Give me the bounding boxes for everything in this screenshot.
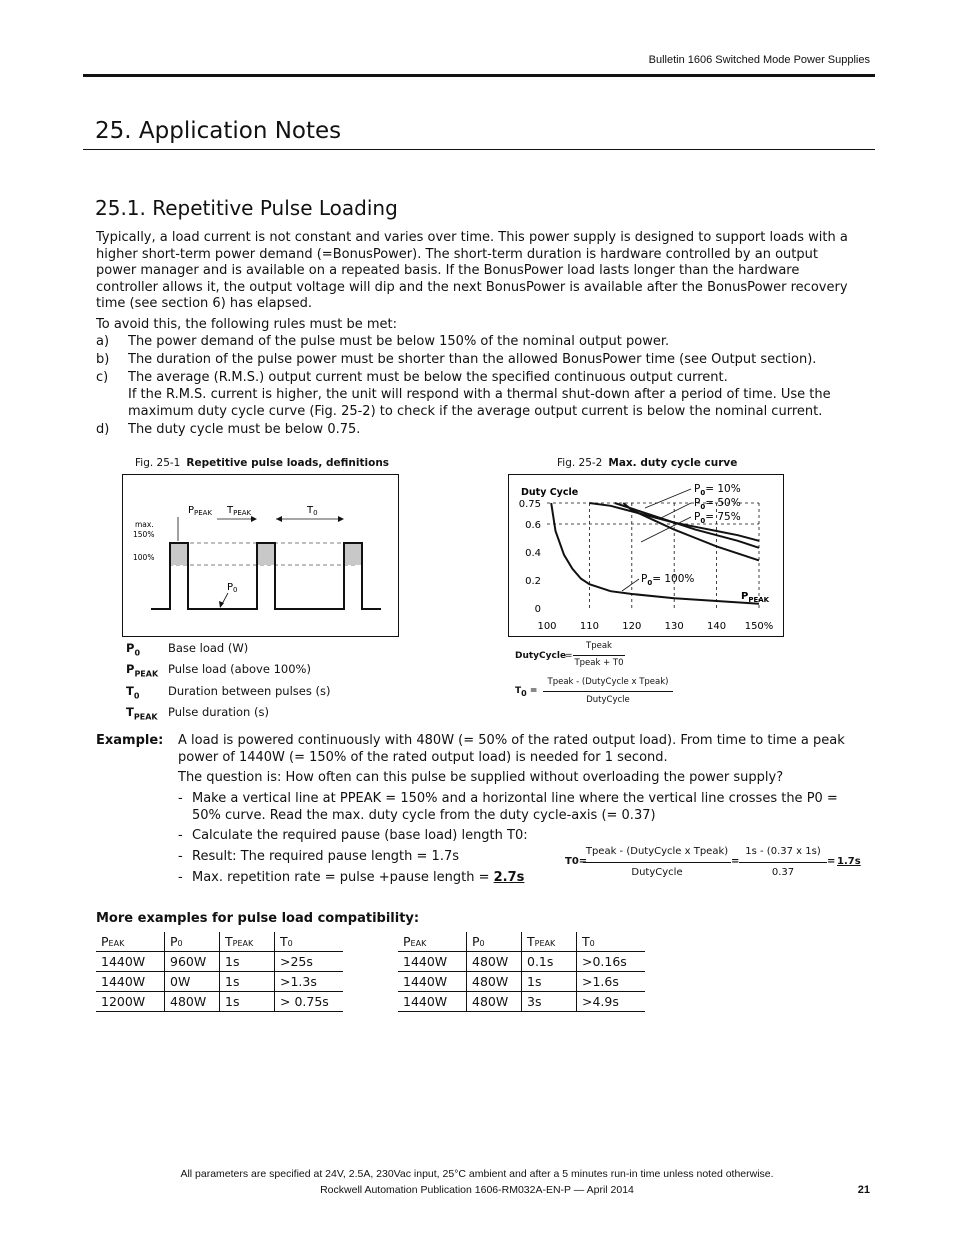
rule-c: c) The average (R.M.S.) output current must be below the specified continuous output current. If the R.M.S. current is higher, the unit will respond with a thermal shut-down after a period of time. Use the maximum duty cycle curve (Fig. 25-2) to check if the average output current is below the nominal current. (96, 370, 831, 419)
fig1-caption: Fig. 25-1 Repetitive pulse loads, definitions (135, 457, 390, 469)
table-header-row: PEAK P0 TPEAK T0 (398, 932, 645, 952)
legend-row: $P_0$ Base load (W) (126, 641, 249, 658)
t0-formula-num: Tpeak - (DutyCycle x Tpeak) (547, 677, 669, 687)
x-tick-label: 100 (537, 621, 557, 632)
example-p1: A load is powered continuously with 480W (= 50% of the rated output load). From time to time a peak power of 1440W (= 150% of the rated output load) is needed for 1 second. (178, 733, 845, 765)
footer-note: All parameters are specified at 24V, 2.5A, 230Vac input, 25°C ambient and after a 5 minutes run-in time unless noted otherwise. (180, 1168, 774, 1180)
subsection-title: 25.1. Repetitive Pulse Loading (95, 196, 398, 220)
rules-list (96, 316, 856, 438)
x-tick-label: 110 (579, 621, 599, 632)
table-row: 1200W 480W 1s > 0.75s (96, 992, 343, 1012)
fig2-caption: Fig. 25-2 Max. duty cycle curve (557, 457, 738, 469)
fig1-max-label: max. (135, 520, 154, 529)
series-label-75: $P_0= 75\%$ (694, 511, 741, 525)
chart-ylabel: Duty Cycle (521, 487, 579, 498)
page-number: 21 (857, 1184, 870, 1196)
examples-table-left (96, 932, 343, 1012)
fig1-p0-label: $P_0$ (227, 582, 238, 594)
chart-xlabel: $P_{PEAK}$ (741, 591, 770, 604)
x-tick-label: 130 (664, 621, 684, 632)
dc-formula-num: Tpeak (586, 641, 612, 651)
header-rule (83, 74, 875, 77)
x-tick-label: 140 (707, 621, 727, 632)
t0-formula-lhs: $T_0$ = (515, 686, 538, 698)
example-p2: The question is: How often can this pulse be supplied without overloading the power supply? (178, 770, 784, 785)
fig2-duty-cycle-chart (508, 474, 784, 637)
legend-row: $T_0$ Duration between pulses (s) (126, 683, 331, 700)
series-label-10: $P_0= 10\%$ (694, 483, 741, 497)
dc-formula-den: Tpeak + T0 (574, 658, 624, 668)
fig1-pulse-diagram (122, 474, 399, 637)
example-label: Example: (96, 733, 164, 748)
y-tick-label: 0.4 (525, 548, 541, 559)
y-tick-label: 0 (534, 604, 541, 615)
example-answer: 2.7s (493, 870, 525, 885)
legend-row: $P_{PEAK}$ Pulse load (above 100%) (126, 662, 311, 679)
fig1-100-label: 100% (133, 553, 155, 562)
fig1-legend (126, 640, 330, 725)
table-row: 1440W 480W 0.1s >0.16s (398, 952, 645, 972)
table-header-row: PEAK P0 TPEAK T0 (96, 932, 343, 952)
fig1-t0-label: $T_0$ (307, 505, 318, 517)
fig1-ppeak-label: $P_{PEAK}$ (188, 505, 213, 517)
section-title: 25. Application Notes (95, 118, 342, 144)
footer-publication: Rockwell Automation Publication 1606-RM032A-EN-P — April 2014 (320, 1184, 634, 1196)
example-calculation: T0= Tpeak - (DutyCycle x Tpeak) DutyCycle = 1s - (0.37 x 1s) 0.37 = 1.7s (565, 846, 861, 878)
table-row: 1440W 480W 3s >4.9s (398, 992, 645, 1012)
example-step-2: - Calculate the required pause (base load) length T0: (178, 828, 528, 843)
table-row: 1440W 480W 1s >1.6s (398, 972, 645, 992)
series-label-100: $P_0= 100\%$ (641, 573, 695, 587)
y-tick-label: 0.75 (518, 499, 541, 510)
t0-formula-den: DutyCycle (586, 695, 630, 705)
y-tick-label: 0.6 (525, 520, 541, 531)
table-row: 1440W 960W 1s >25s (96, 952, 343, 972)
series-label-50: $P_0= 50\%$ (694, 497, 741, 511)
duty-cycle-formulas: DutyCycle = Tpeak Tpeak + T0 $T_0$ = Tpeak - (DutyCycle x Tpeak) DutyCycle (515, 641, 775, 711)
x-tick-label: 120 (622, 621, 642, 632)
examples-title: More examples for pulse load compatibility: (96, 911, 420, 926)
fig1-150-label: 150% (133, 530, 155, 539)
dc-formula-lhs: DutyCycle (515, 651, 567, 661)
section-rule (83, 149, 875, 150)
x-tick-label: 150% (744, 621, 774, 632)
fig1-tpeak-label: $T_{PEAK}$ (227, 505, 252, 517)
example-calc-result: 1.7s (837, 856, 861, 867)
rule-d: d) The duty cycle must be below 0.75. (96, 422, 361, 437)
rule-a: a) The power demand of the pulse must be below 150% of the nominal output power. (96, 334, 670, 349)
y-tick-label: 0.2 (525, 576, 541, 587)
rules-intro: To avoid this, the following rules must be met: (96, 317, 397, 332)
example-step-1: - Make a vertical line at PPEAK = 150% and a horizontal line where the vertical line crosses the P0 = 50% curve. Read the max. duty cycle from the duty cycle-axis (= 0.37) (178, 791, 838, 823)
example-step-3: - Result: The required pause length = 1.7s (178, 849, 459, 864)
table-row: 1440W 0W 1s >1.3s (96, 972, 343, 992)
legend-row: $T_{PEAK}$ Pulse duration (s) (126, 704, 269, 722)
running-header: Bulletin 1606 Switched Mode Power Supplies (648, 54, 870, 66)
example-step-4: - Max. repetition rate = pulse +pause length = 2.7s (178, 870, 525, 885)
rule-b: b) The duration of the pulse power must be shorter than the allowed BonusPower time (see Output section). (96, 352, 817, 367)
examples-table-right (398, 932, 645, 1012)
intro-paragraph: Typically, a load current is not constant and varies over time. This power supply is designed to support loads with a higher short-term power demand (=BonusPower). The short-term duration is hardware controlled by an output power manager and is available on a repeated basis. If the BonusPower load lasts longer than the hardware controller allows it, the output voltage will dip and the next BonusPower is available after the BonusPower recovery time (see section 6) has elapsed. (96, 230, 848, 311)
